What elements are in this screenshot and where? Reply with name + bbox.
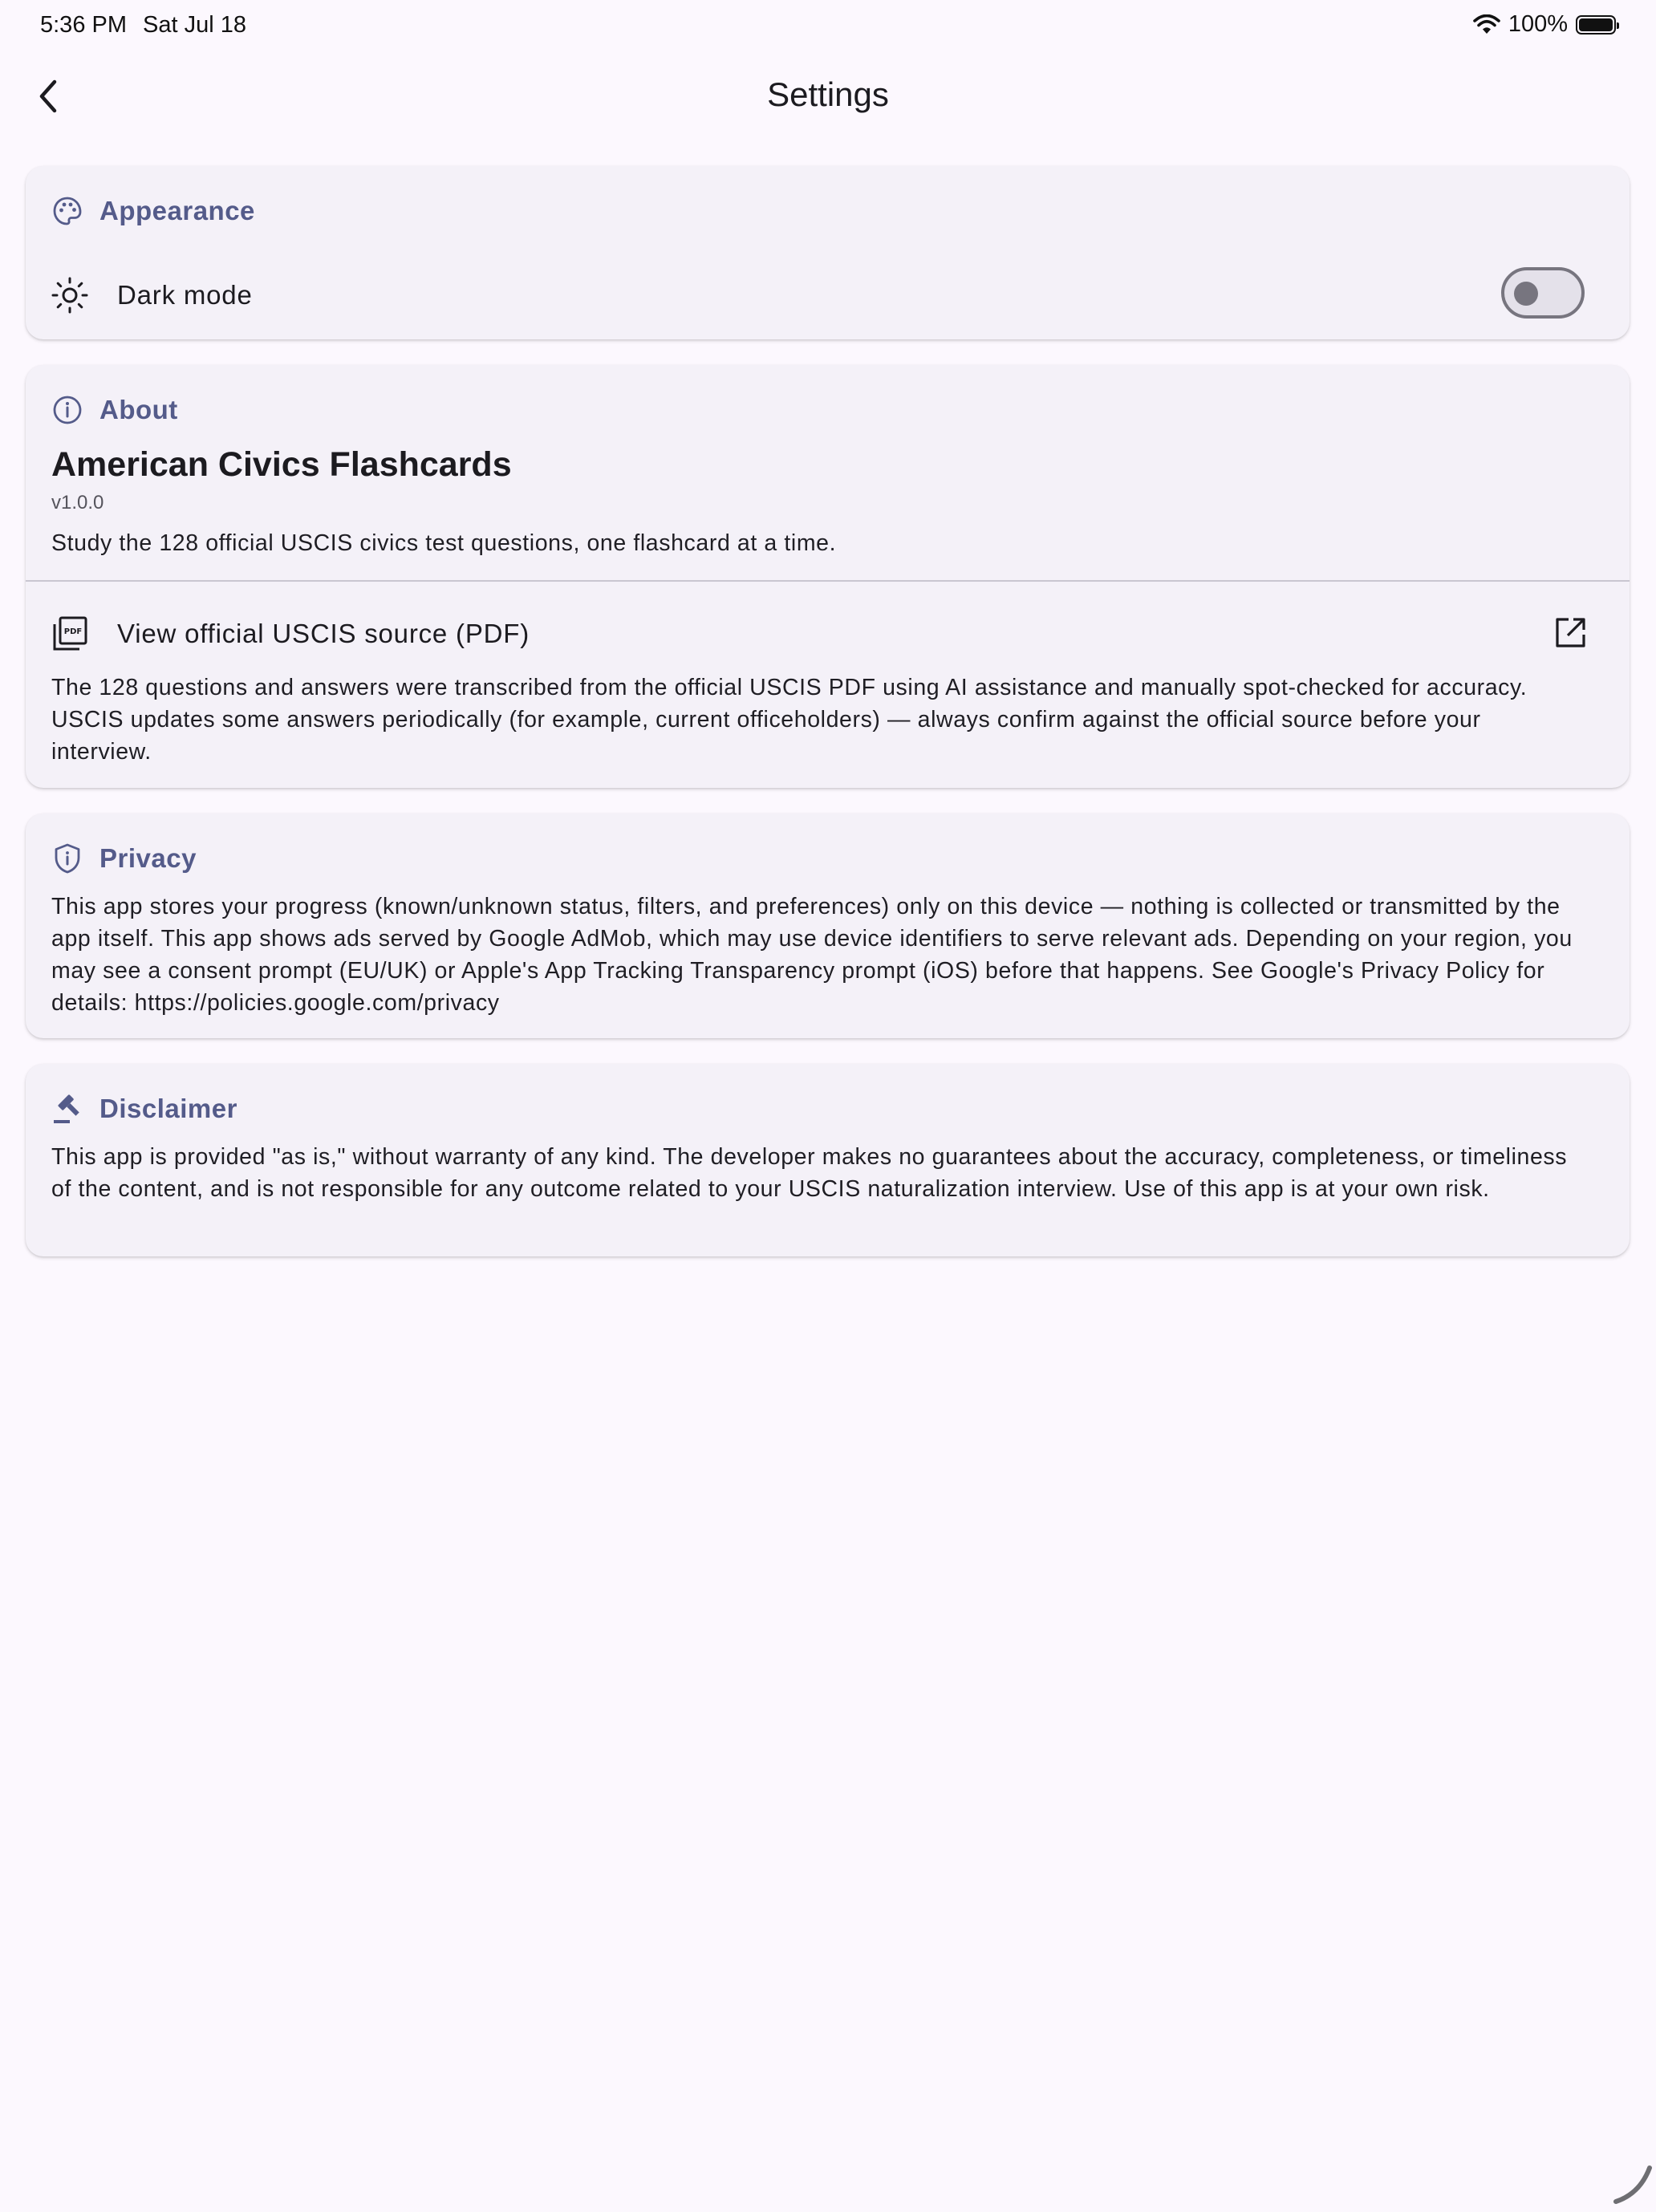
- corner-grabber-icon[interactable]: [1600, 2152, 1656, 2208]
- wifi-icon: [1473, 14, 1500, 35]
- appearance-card: [26, 166, 1630, 339]
- privacy-title: Privacy: [99, 843, 197, 873]
- disclaimer-text: This app is provided "as is," without warranty of any kind. The developer makes no guarantees about the accuracy, completeness, or timeliness of the content, and is not responsible for any outcome related to your USCIS naturalization interview. Use of this app is at your own risk.: [51, 1144, 1568, 1202]
- open-in-new-icon: [1552, 615, 1588, 651]
- sun-icon: [51, 277, 88, 314]
- status-time: 5:36 PM: [40, 12, 127, 38]
- about-card: [26, 365, 1630, 788]
- status-date: Sat Jul 18: [143, 12, 246, 38]
- privacy-card: [26, 814, 1630, 1038]
- dark-mode-label: Dark mode: [117, 280, 253, 310]
- divider: [26, 580, 1630, 582]
- appearance-title: Appearance: [99, 196, 255, 225]
- appearance-header: [51, 195, 255, 227]
- privacy-text: This app stores your progress (known/unknown status, filters, and preferences) only on this device — nothing is collected or transmitted by the app itself. This app shows ads served by Google AdMob, which may use device identifiers to serve relevant ads. Depending on your region, you may see a consent prompt (EU/UK) or Apple's App Tracking Transparency prompt (iOS) before that happens. See Google's Privacy Policy for details: https://policies.google.com/privacy: [51, 894, 1573, 1016]
- page-title: Settings: [767, 75, 889, 113]
- app-bar: [0, 51, 1656, 141]
- battery-icon: [1576, 15, 1616, 34]
- status-bar: [0, 0, 1656, 51]
- privacy-header: [51, 842, 197, 875]
- disclaimer-card: [26, 1064, 1630, 1256]
- dark-mode-toggle[interactable]: [1501, 267, 1585, 319]
- dark-mode-row[interactable]: [51, 259, 1604, 331]
- toggle-knob: [1514, 282, 1538, 306]
- view-source-pdf-link[interactable]: [51, 598, 1604, 670]
- disclaimer-header: [51, 1093, 237, 1125]
- disclaimer-title: Disclaimer: [99, 1094, 237, 1123]
- view-source-pdf-label: View official USCIS source (PDF): [117, 619, 530, 648]
- about-header: [51, 394, 178, 426]
- app-name: American Civics Flashcards: [51, 445, 512, 484]
- status-indicators: [1473, 11, 1616, 38]
- palette-icon: [51, 195, 83, 227]
- shield-icon: [51, 842, 83, 875]
- app-version: v1.0.0: [51, 492, 104, 513]
- gavel-icon: [51, 1093, 83, 1125]
- about-title: About: [99, 395, 178, 424]
- transcription-note: The 128 questions and answers were transcribed from the official USCIS PDF using AI assistance and manually spot-checked for accuracy. USCIS updates some answers periodically (for example, current officeholders) — always confirm against the official source before your interview.: [51, 675, 1528, 765]
- app-description: Study the 128 official USCIS civics test questions, one flashcard at a time.: [51, 530, 837, 556]
- info-icon: [51, 394, 83, 426]
- battery-percent: 100%: [1508, 11, 1568, 37]
- pdf-icon: [51, 615, 88, 652]
- svg-text:PDF: PDF: [63, 627, 83, 636]
